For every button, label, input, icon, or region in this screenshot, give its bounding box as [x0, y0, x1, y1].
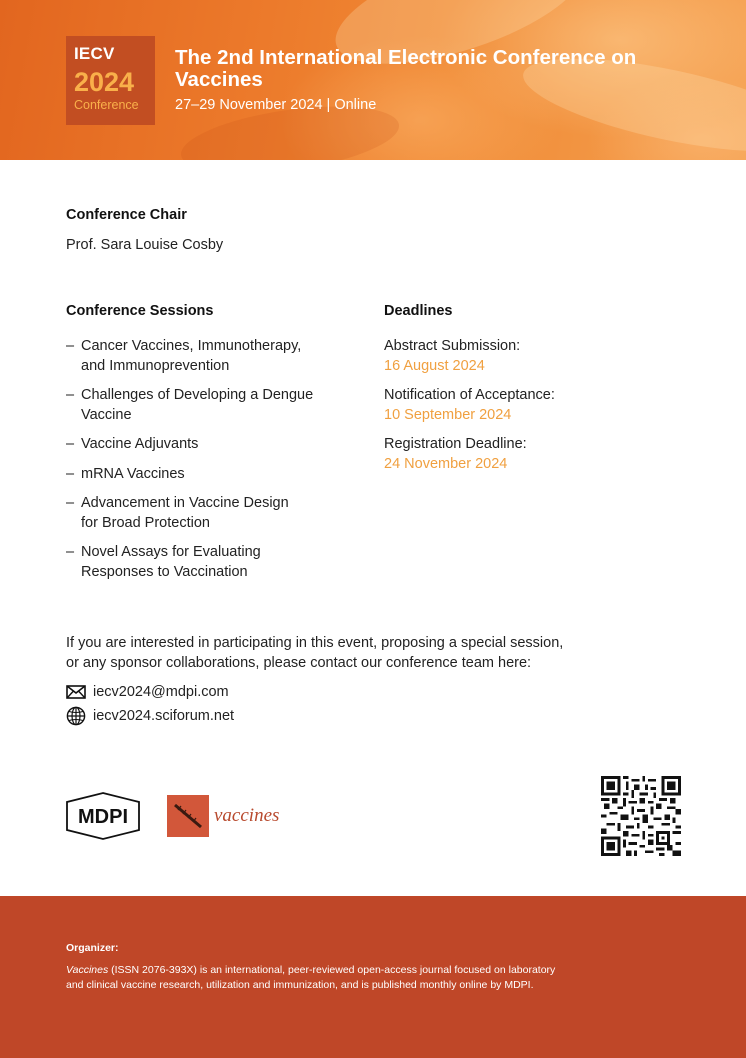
vaccines-journal-logo [167, 795, 279, 837]
header-banner [0, 0, 746, 160]
envelope-icon [66, 685, 86, 699]
contact-text-line: or any sponsor collaborations, please contact our conference team here: [66, 655, 532, 671]
contact-paragraph [66, 633, 686, 673]
logo-text-year: 2024 [74, 67, 135, 97]
conference-title: The 2nd International Electronic Conference on Vaccines [175, 46, 637, 91]
session-item: – Advancement in Vaccine Design for Broad Protection [66, 495, 289, 531]
deadline-date: 10 September 2024 [384, 406, 512, 423]
session-item: – Vaccine Adjuvants [66, 436, 199, 452]
contact-text-line: If you are interested in participating in this event, proposing a special session, [66, 635, 564, 651]
deadlines-heading: Deadlines [384, 303, 453, 319]
mdpi-logo [65, 792, 141, 840]
journal-name: Vaccines [66, 964, 109, 976]
chair-heading: Conference Chair [66, 207, 187, 223]
description-text: (ISSN 2076-393X) is an international, peer-reviewed open-access journal focused on laboratory [108, 964, 556, 976]
syringe-icon [167, 795, 209, 837]
session-text: Vaccine [81, 406, 132, 423]
session-text: Vaccine Adjuvants [81, 436, 199, 452]
session-text: mRNA Vaccines [81, 465, 185, 482]
sessions-list [66, 337, 366, 592]
session-text: Responses to Vaccination [81, 563, 248, 580]
email-row[interactable] [66, 682, 229, 702]
deadline-item [384, 386, 684, 425]
vaccines-logo-text: vaccines [214, 805, 280, 826]
email-link[interactable]: iecv2024@mdpi.com [93, 684, 229, 700]
website-row[interactable] [66, 706, 234, 726]
description-text: and clinical vaccine research, utilization and immunization, and is published monthly online by MDPI. [66, 978, 534, 991]
session-item: – Cancer Vaccines, Immunotherapy, and Immunoprevention [66, 338, 302, 374]
vaccines-logo-mark [167, 795, 209, 837]
conference-logo [66, 36, 155, 125]
organizer-description [66, 963, 686, 992]
deadlines-list [384, 337, 684, 484]
logo-text-iecv: IECV [74, 44, 115, 63]
session-item: – Novel Assays for Evaluating Responses to Vaccination [66, 544, 261, 580]
session-text: Advancement in Vaccine Design [81, 495, 289, 511]
deadline-label: Notification of Acceptance: [384, 387, 555, 403]
deadline-date: 16 August 2024 [384, 357, 485, 374]
session-text: Novel Assays for Evaluating [81, 544, 261, 560]
deadline-item [384, 435, 684, 474]
deadline-item [384, 337, 684, 376]
deadline-label: Abstract Submission: [384, 338, 521, 354]
session-item: – mRNA Vaccines [66, 465, 185, 482]
chair-name: Prof. Sara Louise Cosby [66, 237, 224, 253]
session-text: Challenges of Developing a Dengue [81, 387, 314, 403]
conference-date: 27–29 November 2024 | Online [175, 97, 377, 113]
session-text: and Immunoprevention [81, 357, 230, 374]
logo-text-conference: Conference [74, 98, 139, 112]
globe-icon [66, 706, 86, 726]
sessions-heading: Conference Sessions [66, 303, 214, 319]
session-item: – Challenges of Developing a Dengue Vaccine [66, 387, 314, 423]
website-link[interactable]: iecv2024.sciforum.net [93, 708, 235, 724]
session-text: for Broad Protection [81, 514, 210, 531]
footer-banner [0, 896, 746, 1058]
session-text: Cancer Vaccines, Immunotherapy, [81, 338, 302, 354]
deadline-label: Registration Deadline: [384, 436, 527, 452]
qr-code[interactable] [601, 776, 681, 856]
deadline-date: 24 November 2024 [384, 455, 508, 472]
organizer-label: Organizer: [66, 942, 119, 954]
mdpi-logo-text: MDPI [78, 806, 128, 828]
